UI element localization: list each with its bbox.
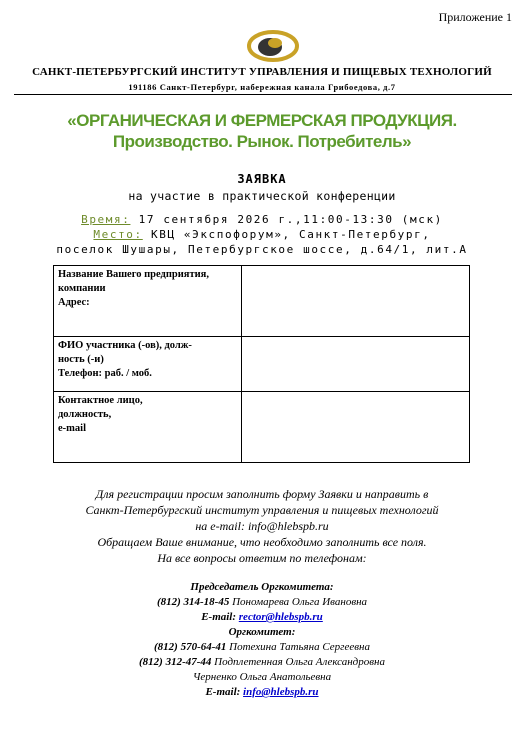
org-phone-1: (812) 570-64-41 xyxy=(154,641,227,653)
org-email-label: E-mail: xyxy=(205,686,241,698)
registration-line3: на e-mail: info@hlebspb.ru xyxy=(195,519,329,533)
institute-address: 191186 Санкт-Петербург, набережная канала Грибоедова, д.7 xyxy=(128,82,396,92)
time-value: 17 сентября 2026 г.,11:00-13:30 (мск) xyxy=(138,213,443,226)
org-name-1: Потехина Татьяна Сергеевна xyxy=(229,641,370,653)
form-label-line: ФИО участника (-ов), долж- xyxy=(58,340,192,351)
org-email-line xyxy=(0,685,524,700)
chair-contact xyxy=(0,595,524,610)
org-name-3: Черненко Ольга Анатольевна xyxy=(192,671,332,683)
attention-line2: На все вопросы ответим по телефонам: xyxy=(157,551,367,565)
org-title: Оргкомитет: xyxy=(228,626,296,638)
form-field-company[interactable] xyxy=(242,266,470,337)
form-label-line: Название Вашего предприятия, xyxy=(58,269,209,280)
form-row-company xyxy=(54,266,470,337)
registration-line1: Для регистрации просим заполнить форму Заявки и направить в xyxy=(95,487,429,501)
attention-note xyxy=(0,534,524,566)
place-line-2 xyxy=(0,243,524,256)
org-contact-2 xyxy=(0,655,524,670)
form-field-contact[interactable] xyxy=(242,392,470,463)
institute-logo-icon xyxy=(246,28,300,64)
form-label-line: Адрес: xyxy=(58,297,90,308)
conference-title-line2: Производство. Рынок. Потребитель» xyxy=(112,132,412,151)
conference-title xyxy=(0,110,524,152)
header-divider xyxy=(14,94,512,95)
form-label-contact xyxy=(54,392,242,463)
time-line xyxy=(0,213,524,226)
org-contact-1 xyxy=(0,640,524,655)
form-label-line: ность (-и) xyxy=(58,354,104,365)
organizing-committee xyxy=(0,580,524,700)
form-label-line: e-mail xyxy=(58,423,86,434)
application-heading: ЗАЯВКА xyxy=(237,172,287,186)
chair-email-link[interactable]: rector@hlebspb.ru xyxy=(238,611,323,623)
form-label-company xyxy=(54,266,242,337)
form-field-participant[interactable] xyxy=(242,337,470,392)
form-label-line: Контактное лицо, xyxy=(58,395,143,406)
org-phone-2: (812) 312-47-44 xyxy=(139,656,212,668)
chair-email-line xyxy=(0,610,524,625)
place-value-line2: поселок Шушары, Петербургское шоссе, д.64/1, лит.А xyxy=(56,243,468,256)
registration-form-table xyxy=(53,265,470,463)
attention-line1: Обращаем Ваше внимание, что необходимо заполнить все поля. xyxy=(97,535,427,549)
form-label-line: Телефон: раб. / моб. xyxy=(58,368,152,379)
org-email-link[interactable]: info@hlebspb.ru xyxy=(243,686,319,698)
application-subheading: на участие в практической конференции xyxy=(128,189,396,203)
chair-title: Председатель Оргкомитета: xyxy=(190,581,334,593)
form-label-line: компании xyxy=(58,283,106,294)
registration-line2: Санкт-Петербургский институт управления и пищевых технологий xyxy=(85,503,439,517)
chair-email-label: E-mail: xyxy=(201,611,237,623)
org-name-2: Подплетенная Ольга Александровна xyxy=(214,656,385,668)
chair-name: Пономарева Ольга Ивановна xyxy=(232,596,368,608)
chair-phone: (812) 314-18-45 xyxy=(156,596,230,608)
institute-name: САНКТ-ПЕТЕРБУРГСКИЙ ИНСТИТУТ УПРАВЛЕНИЯ И ПИЩЕВЫХ ТЕХНОЛОГИЙ xyxy=(32,66,492,78)
place-label: Место: xyxy=(93,228,143,241)
conference-title-line1: «ОРГАНИЧЕСКАЯ И ФЕРМЕРСКАЯ ПРОДУКЦИЯ. xyxy=(67,111,457,130)
time-label: Время: xyxy=(81,213,131,226)
form-label-line: должность, xyxy=(58,409,112,420)
place-value-line1: КВЦ «Экспофорум», Санкт-Петербург, xyxy=(151,228,431,241)
form-row-participant xyxy=(54,337,470,392)
form-label-participant xyxy=(54,337,242,392)
appendix-label: Приложение 1 xyxy=(438,10,512,24)
place-line xyxy=(0,228,524,241)
registration-instructions xyxy=(0,486,524,534)
form-row-contact xyxy=(54,392,470,463)
